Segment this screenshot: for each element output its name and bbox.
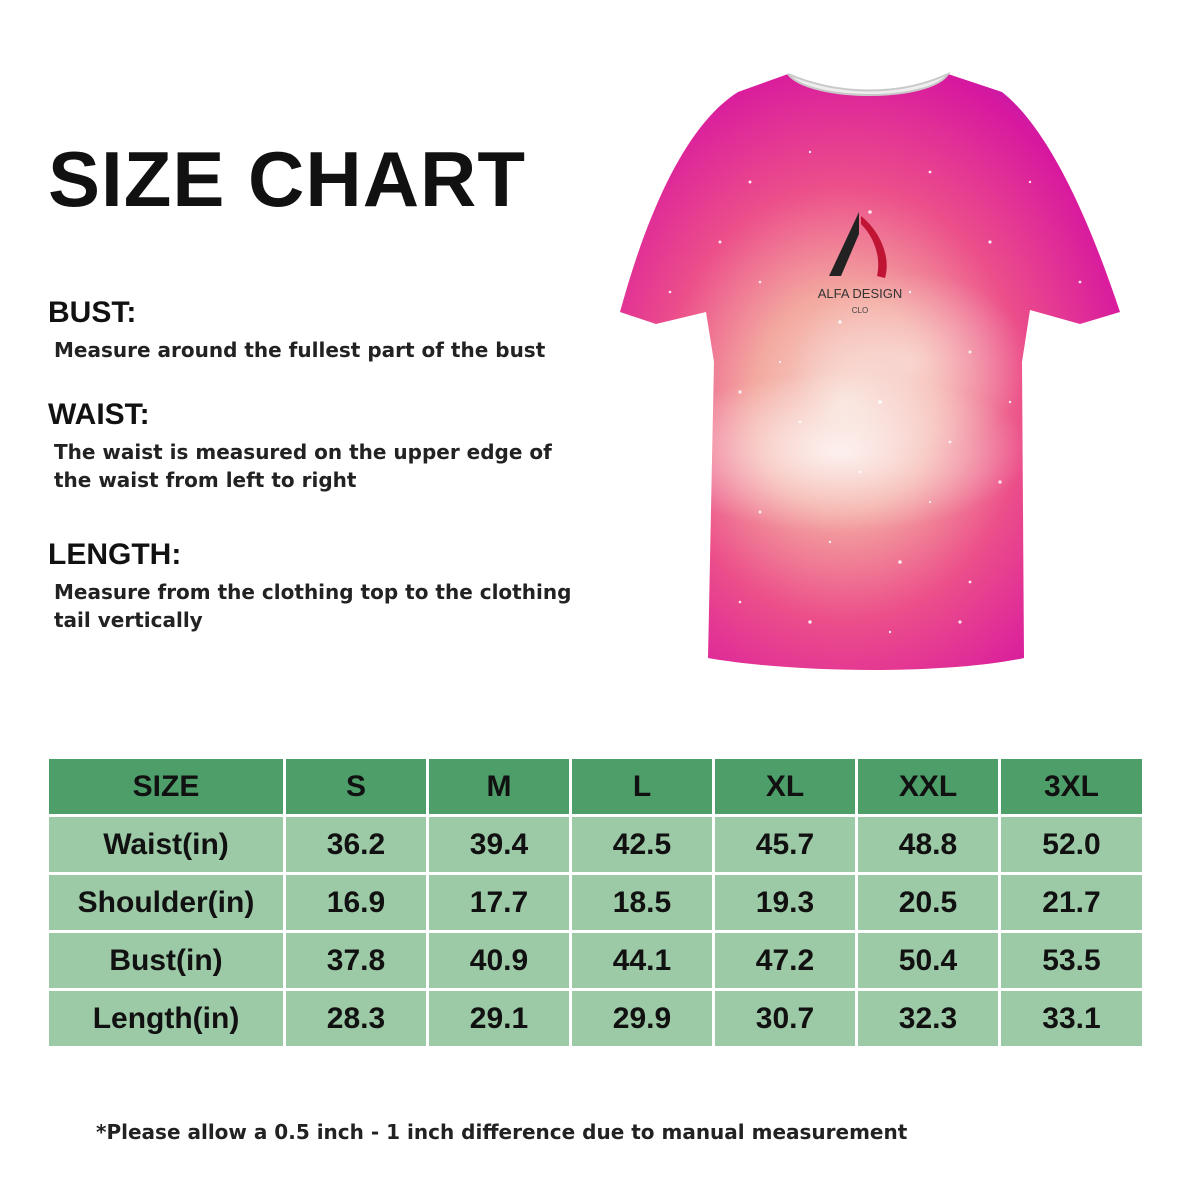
page-title: SIZE CHART: [48, 135, 526, 223]
length-description: Measure from the clothing top to the clothing tail vertically: [54, 580, 572, 632]
table-header-cell: M: [429, 759, 569, 814]
table-cell: 53.5: [1001, 933, 1142, 988]
waist-description: The waist is measured on the upper edge of the waist from left to right: [54, 440, 552, 492]
table-header-cell: SIZE: [49, 759, 283, 814]
length-instruction: [48, 540, 584, 634]
table-cell: 20.5: [858, 875, 998, 930]
table-cell: 36.2: [286, 817, 426, 872]
table-header-cell: XXL: [858, 759, 998, 814]
size-table: [46, 756, 1145, 1049]
table-header-cell: 3XL: [1001, 759, 1142, 814]
table-cell: 18.5: [572, 875, 712, 930]
tshirt-illustration: [610, 62, 1130, 682]
bust-instruction: [48, 298, 614, 364]
table-cell: 42.5: [572, 817, 712, 872]
table-cell: 16.9: [286, 875, 426, 930]
table-cell: 37.8: [286, 933, 426, 988]
table-cell: 17.7: [429, 875, 569, 930]
table-cell: 40.9: [429, 933, 569, 988]
table-row: [49, 933, 1142, 988]
measurement-note: *Please allow a 0.5 inch - 1 inch difference due to manual measurement: [96, 1120, 908, 1144]
table-header-cell: XL: [715, 759, 855, 814]
length-heading: LENGTH:: [48, 538, 182, 571]
table-cell: 21.7: [1001, 875, 1142, 930]
brand-logo-text: ALFA DESIGN: [817, 286, 903, 301]
waist-heading: WAIST:: [48, 398, 150, 431]
table-cell: 47.2: [715, 933, 855, 988]
table-cell: 19.3: [715, 875, 855, 930]
bust-description: Measure around the fullest part of the bust: [54, 338, 546, 362]
table-row: [49, 817, 1142, 872]
table-header-row: [49, 759, 1142, 814]
table-header-cell: L: [572, 759, 712, 814]
waist-instruction: [48, 400, 594, 494]
table-cell: 29.1: [429, 991, 569, 1046]
table-cell: 30.7: [715, 991, 855, 1046]
table-row-label: Shoulder(in): [49, 875, 283, 930]
brand-logo-subtext: CLO: [851, 306, 869, 315]
table-row-label: Bust(in): [49, 933, 283, 988]
bust-heading: BUST:: [48, 296, 137, 329]
table-cell: 44.1: [572, 933, 712, 988]
table-cell: 39.4: [429, 817, 569, 872]
table-cell: 50.4: [858, 933, 998, 988]
table-row-label: Waist(in): [49, 817, 283, 872]
table-cell: 28.3: [286, 991, 426, 1046]
table-cell: 48.8: [858, 817, 998, 872]
table-header-cell: S: [286, 759, 426, 814]
table-cell: 33.1: [1001, 991, 1142, 1046]
table-row-label: Length(in): [49, 991, 283, 1046]
table-cell: 29.9: [572, 991, 712, 1046]
table-cell: 52.0: [1001, 817, 1142, 872]
table-cell: 32.3: [858, 991, 998, 1046]
table-cell: 45.7: [715, 817, 855, 872]
product-tshirt-image: [610, 62, 1130, 682]
table-row: [49, 991, 1142, 1046]
table-row: [49, 875, 1142, 930]
